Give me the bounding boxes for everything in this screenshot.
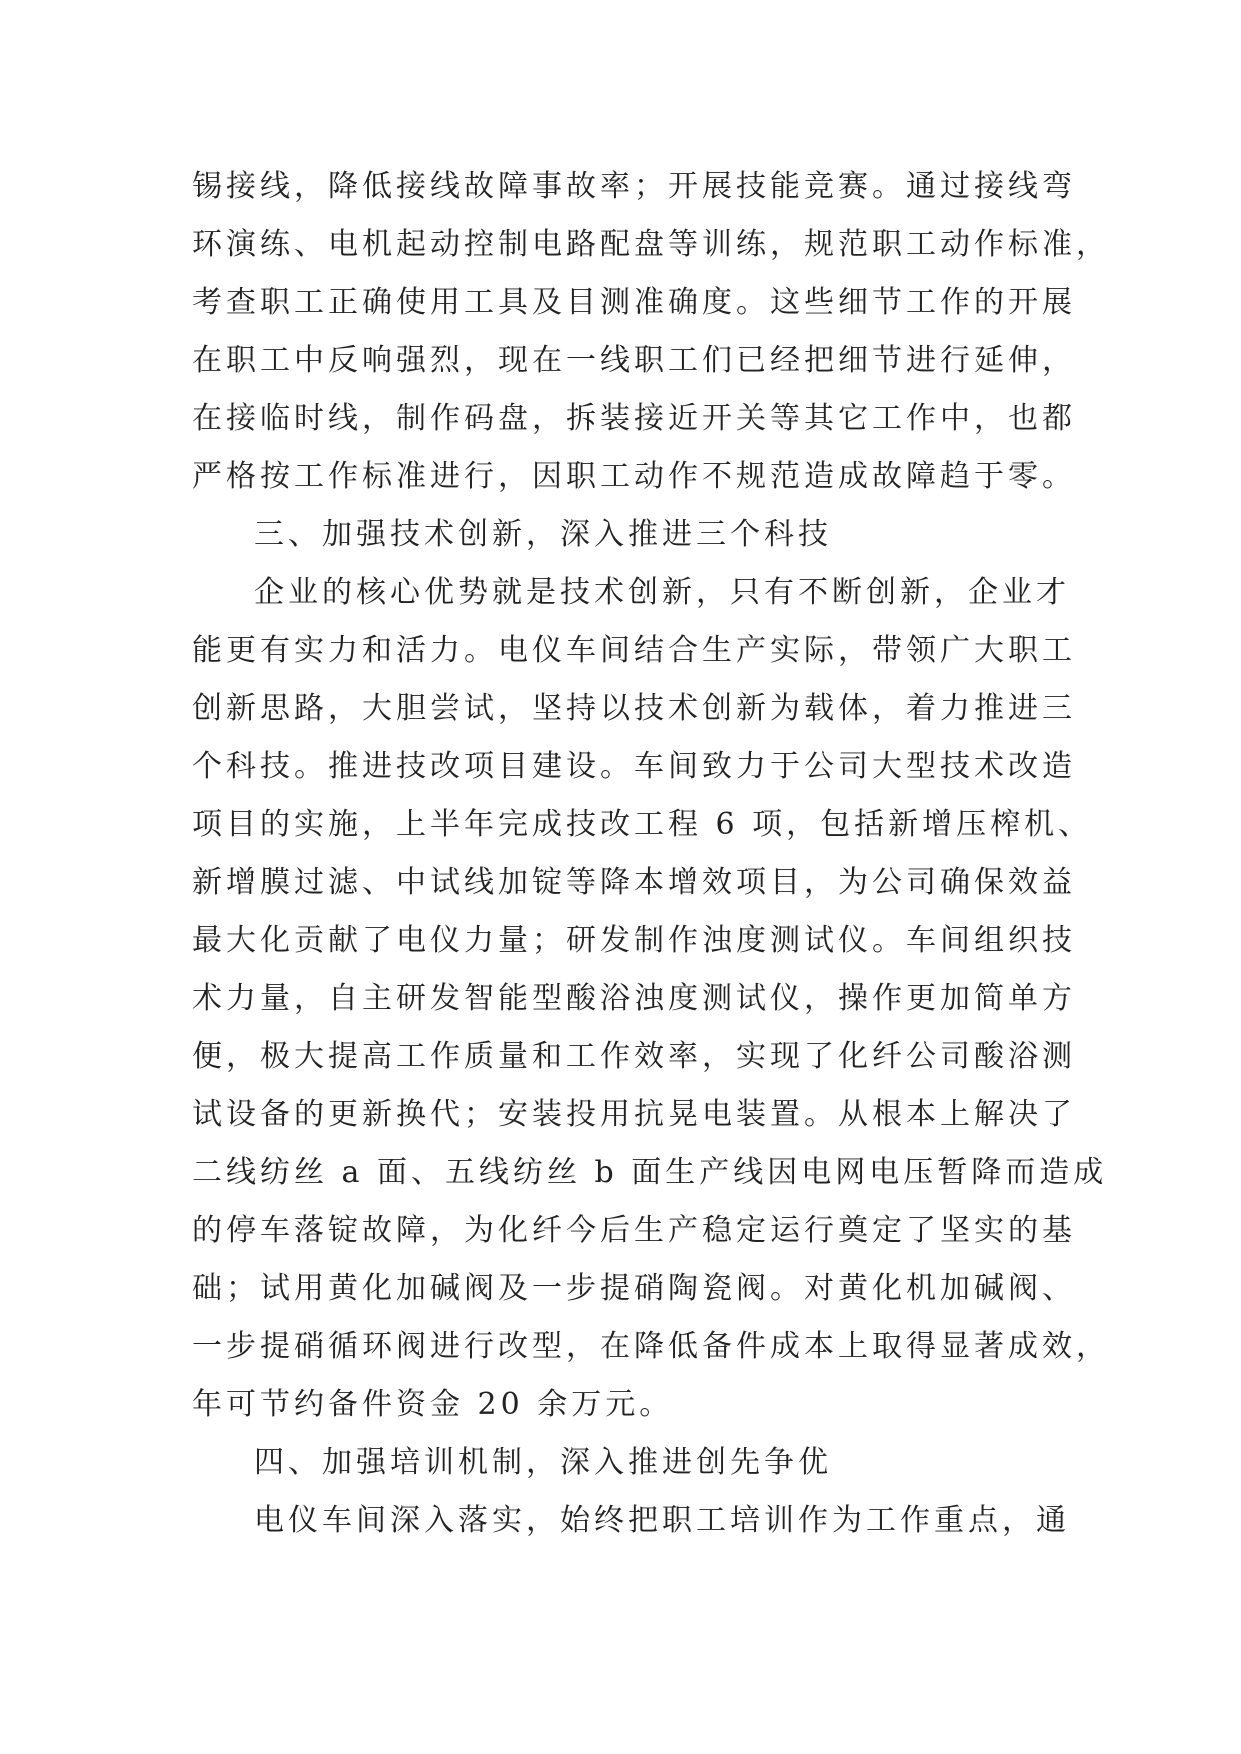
body-line: 个科技。推进技改项目建设。车间致力于公司大型技术改造 [192,749,1076,784]
section-heading: 三、加强技术创新，深入推进三个科技 [254,517,832,552]
document-body [192,158,1110,1550]
body-line: 础；试用黄化加碱阀及一步提硝陶瓷阀。对黄化机加碱阀、 [192,1271,1076,1306]
body-line: 年可节约备件资金 20 余万元。 [192,1387,674,1422]
body-line: 能更有实力和活力。电仪车间结合生产实际，带领广大职工 [192,633,1076,668]
body-line: 试设备的更新换代；安装投用抗晃电装置。从根本上解决了 [192,1097,1076,1132]
body-line: 在接临时线，制作码盘，拆装接近开关等其它工作中，也都 [192,401,1076,436]
body-line: 新增膜过滤、中试线加锭等降本增效项目，为公司确保效益 [192,865,1076,900]
body-line: 锡接线，降低接线故障事故率；开展技能竞赛。通过接线弯 [192,169,1076,204]
body-line: 项目的实施，上半年完成技改工程 6 项，包括新增压榨机、 [192,807,1093,842]
body-line: 最大化贡献了电仪力量；研发制作浊度测试仪。车间组织技 [192,923,1076,958]
body-line: 便，极大提高工作质量和工作效率，实现了化纤公司酸浴测 [192,1039,1076,1074]
body-line: 严格按工作标准进行，因职工动作不规范造成故障趋于零。 [192,459,1076,494]
body-line: 的停车落锭故障，为化纤今后生产稳定运行奠定了坚实的基 [192,1213,1076,1248]
body-line: 术力量，自主研发智能型酸浴浊度测试仪，操作更加简单方 [192,981,1076,1016]
paragraph-first-line: 企业的核心优势就是技术创新，只有不断创新，企业才 [254,575,1070,610]
body-line: 在职工中反响强烈，现在一线职工们已经把细节进行延伸， [192,343,1076,378]
body-line: 考查职工正确使用工具及目测准确度。这些细节工作的开展 [192,285,1076,320]
section-heading: 四、加强培训机制，深入推进创先争优 [254,1445,832,1480]
body-line: 一步提硝循环阀进行改型，在降低备件成本上取得显著成效， [192,1329,1110,1364]
body-line: 环演练、电机起动控制电路配盘等训练，规范职工动作标准， [192,227,1110,262]
body-line: 二线纺丝 a 面、五线纺丝 b 面生产线因电网电压暂降而造成 [192,1155,1108,1190]
body-line: 创新思路，大胆尝试，坚持以技术创新为载体，着力推进三 [192,691,1076,726]
paragraph-first-line: 电仪车间深入落实，始终把职工培训作为工作重点，通 [254,1503,1070,1538]
